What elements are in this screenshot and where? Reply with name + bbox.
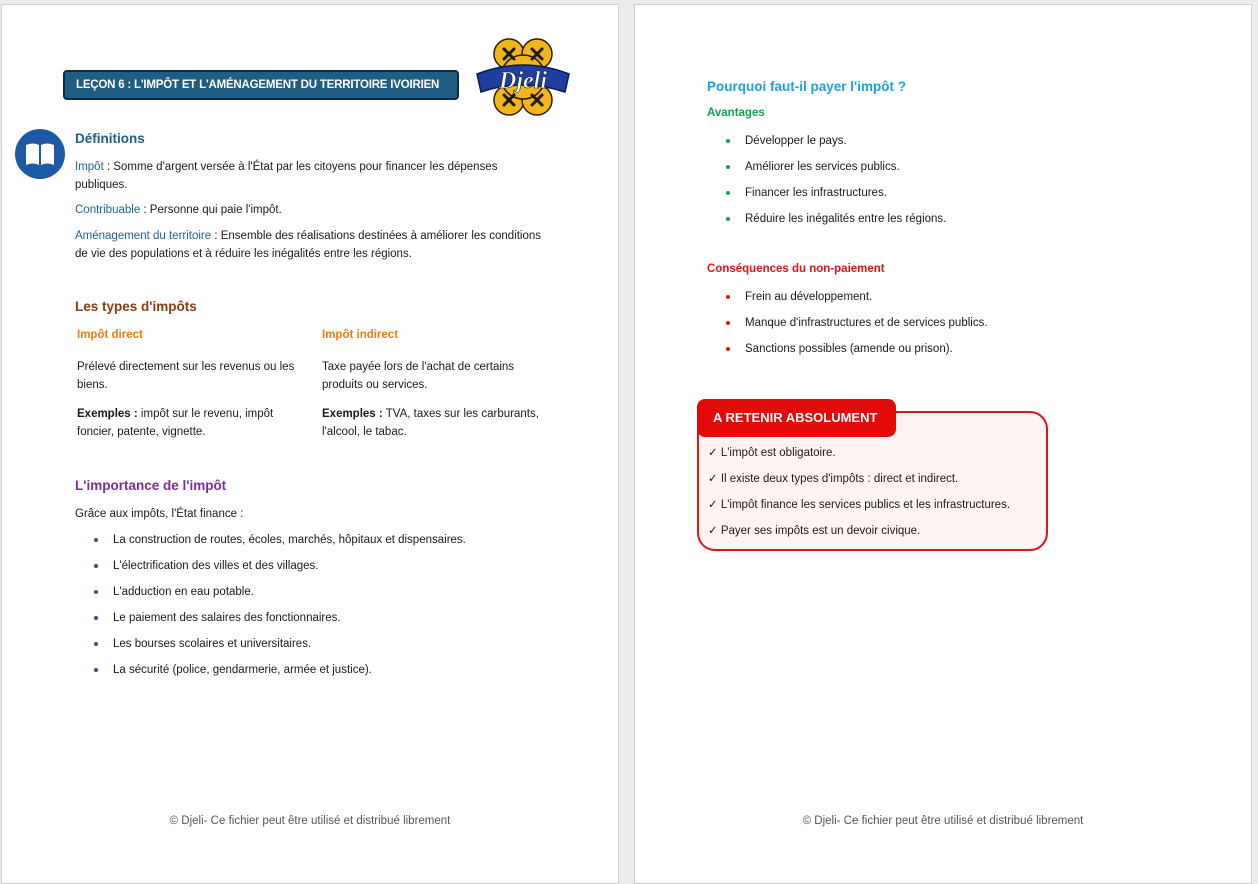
- bullet-dot: [94, 564, 98, 568]
- definition-text: : Ensemble des réalisations destinées à améliorer les conditions de vie des populations et à réduire les inégalités entre les régions.: [75, 230, 541, 260]
- bullet-dot: [94, 642, 98, 646]
- list-item: Manque d'infrastructures et de services publics.: [707, 314, 1107, 340]
- list-item: La construction de routes, écoles, marchés, hôpitaux et dispensaires.: [75, 531, 555, 557]
- indirect-tax-examples: [322, 405, 557, 441]
- list-item: Réduire les inégalités entre les régions.: [707, 210, 1107, 236]
- direct-tax-description: Prélevé directement sur les revenus ou les biens.: [77, 361, 295, 391]
- consequences-list: [707, 288, 1107, 366]
- document-page-2: [634, 4, 1252, 884]
- why-pay-heading: Pourquoi faut-il payer l'impôt ?: [707, 79, 906, 94]
- bullet-dot: [726, 191, 730, 195]
- bullet-dot: [94, 668, 98, 672]
- bullet-dot: [94, 590, 98, 594]
- examples-text: TVA, taxes sur les carburants, l'alcool, le tabac.: [322, 408, 539, 438]
- definition-text: : Somme d'argent versée à l'État par les citoyens pour financer les dépenses publiques.: [75, 161, 498, 191]
- advantages-heading: Avantages: [707, 107, 765, 119]
- advantages-list: [707, 132, 1107, 236]
- bullet-dot: [726, 217, 730, 221]
- key-points-title: A RETENIR ABSOLUMENT: [697, 399, 896, 437]
- direct-tax-examples: [77, 405, 312, 441]
- direct-tax-title: Impôt direct: [77, 329, 143, 341]
- page-footer: © Djeli- Ce fichier peut être utilisé et distribué librement: [802, 815, 1084, 827]
- examples-label: Exemples :: [322, 408, 383, 420]
- definition-text: : Personne qui paie l'impôt.: [140, 204, 282, 216]
- bullet-dot: [94, 616, 98, 620]
- bullet-dot: [94, 538, 98, 542]
- list-item: L'électrification des villes et des villages.: [75, 557, 555, 583]
- list-item: Le paiement des salaires des fonctionnaires.: [75, 609, 555, 635]
- list-item: Développer le pays.: [707, 132, 1107, 158]
- definition-term: Aménagement du territoire: [75, 230, 212, 242]
- lesson-title-banner: LEÇON 6 : L'IMPÔT ET L'AMÉNAGEMENT DU TERRITOIRE IVOIRIEN: [63, 70, 459, 100]
- consequences-heading: Conséquences du non-paiement: [707, 263, 885, 275]
- definition-impot: [75, 158, 545, 194]
- definition-contribuable: [75, 201, 545, 219]
- list-item: L'adduction en eau potable.: [75, 583, 555, 609]
- key-point: ✓ L'impôt est obligatoire.: [708, 447, 836, 459]
- list-item: Financer les infrastructures.: [707, 184, 1107, 210]
- list-item: Les bourses scolaires et universitaires.: [75, 635, 555, 661]
- book-icon: [15, 129, 65, 179]
- examples-label: Exemples :: [77, 408, 138, 420]
- definitions-heading: Définitions: [75, 131, 145, 146]
- importance-intro: Grâce aux impôts, l'État finance :: [75, 508, 244, 520]
- page-footer: © Djeli- Ce fichier peut être utilisé et distribué librement: [169, 815, 451, 827]
- definition-amenagement: [75, 227, 545, 263]
- key-point: ✓ L'impôt finance les services publics et les infrastructures.: [708, 499, 1011, 511]
- logo-wordmark: Djeli: [499, 68, 547, 94]
- importance-heading: L'importance de l'impôt: [75, 478, 227, 493]
- indirect-tax-title: Impôt indirect: [322, 329, 399, 341]
- djeli-logo: [473, 34, 573, 122]
- document-page-1: [1, 4, 619, 884]
- key-point: ✓ Il existe deux types d'impôts : direct et indirect.: [708, 473, 959, 485]
- importance-list: [75, 531, 555, 687]
- types-heading: Les types d'impôts: [75, 299, 197, 314]
- bullet-dot: [726, 295, 730, 299]
- bullet-dot: [726, 139, 730, 143]
- list-item: La sécurité (police, gendarmerie, armée et justice).: [75, 661, 555, 687]
- list-item: Améliorer les services publics.: [707, 158, 1107, 184]
- list-item: Sanctions possibles (amende ou prison).: [707, 340, 1107, 366]
- indirect-tax-description: Taxe payée lors de l'achat de certains produits ou services.: [322, 361, 515, 391]
- definition-term: Contribuable: [75, 204, 141, 216]
- definition-term: Impôt: [75, 161, 104, 173]
- examples-text: impôt sur le revenu, impôt foncier, patente, vignette.: [77, 408, 274, 438]
- key-point: ✓ Payer ses impôts est un devoir civique.: [708, 525, 921, 537]
- bullet-dot: [726, 165, 730, 169]
- bullet-dot: [726, 321, 730, 325]
- bullet-dot: [726, 347, 730, 351]
- list-item: Frein au développement.: [707, 288, 1107, 314]
